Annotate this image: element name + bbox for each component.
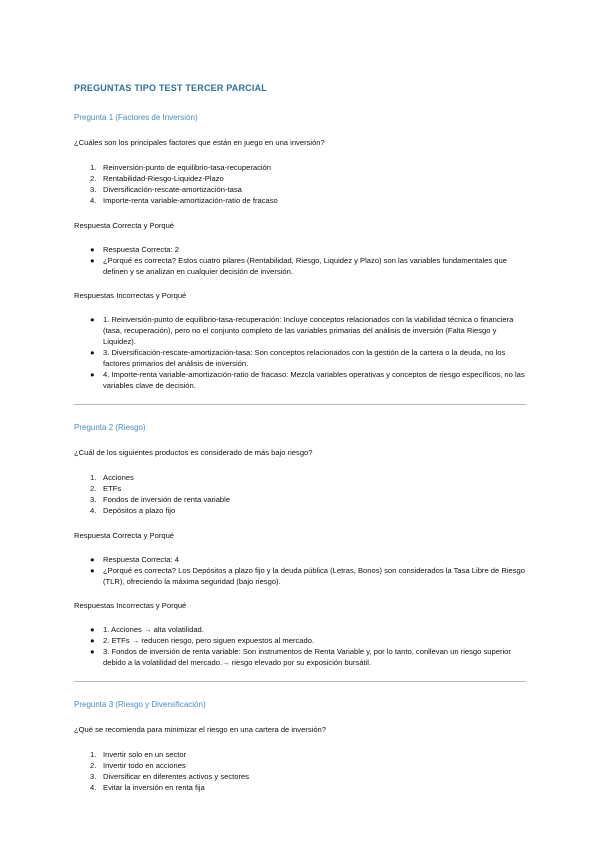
list-item: ● ¿Porqué es correcta? Los Depósitos a plazo fijo y la deuda pública (Letras, Bonos) son considerados la Tasa Libre de Riesgo (TLR), ofreciendo la máxima seguridad (bajo riesgo). <box>90 566 525 586</box>
correct-answer-heading: Respuesta Correcta y Porqué <box>74 531 175 540</box>
list-item: ● Respuesta Correcta: 4 <box>90 555 179 564</box>
incorrect-answers-list <box>74 624 526 668</box>
question-3 <box>74 699 526 793</box>
list-item: ● 1. Reinversión-punto de equilibrio-tasa-recuperación: Incluye conceptos relacionados con la viabilidad técnica o financiera (tasa, recuperación), pero no el conjunto completo de las variables primarias del análisis de inversión (Falta Riesgo y Liquidez). <box>90 315 514 346</box>
options-list <box>74 749 526 793</box>
option-item: 1. Invertir solo en un sector <box>90 750 187 759</box>
option-item: 2. Rentabilidad-Riesgo-Liquidez-Plazo <box>90 174 224 183</box>
document-title: PREGUNTAS TIPO TEST TERCER PARCIAL <box>74 83 267 93</box>
option-item: 4. Depósitos a plazo fijo <box>90 506 176 515</box>
section-divider <box>74 681 526 682</box>
list-item: ● 4. Importe-renta variable-amortización-ratio de fracaso: Mezcla variables operativas y conceptos de riesgo específicos, no las variables clave de decisión. <box>90 370 525 390</box>
option-item: 1. Acciones <box>90 473 134 482</box>
correct-answer-heading: Respuesta Correcta y Porqué <box>74 221 175 230</box>
list-item: ● ¿Porqué es correcta? Estos cuatro pilares (Rentabilidad, Riesgo, Liquidez y Plazo) son las variables fundamentales que definen y se analizan en cualquier decisión de inversión. <box>90 256 507 276</box>
list-item: ● 3. Fondos de inversión de renta variable: Son instrumentos de Renta Variable y, por lo tanto, conllevan un riesgo superior debido a la volatilidad del mercado.→ riesgo elevado por su exposición bursátil. <box>90 647 511 667</box>
list-item: ● Respuesta Correcta: 2 <box>90 245 179 254</box>
correct-answer-list <box>74 244 526 277</box>
option-item: 3. Diversificar en diferentes activos y sectores <box>90 772 250 781</box>
question-heading: Pregunta 2 (Riesgo) <box>74 423 146 432</box>
question-text: ¿Cuál de los siguientes productos es considerado de más bajo riesgo? <box>74 448 313 457</box>
document-page <box>74 83 526 807</box>
incorrect-answers-list <box>74 314 526 391</box>
question-2 <box>74 422 526 668</box>
option-item: 2. Invertir todo en acciones <box>90 761 186 770</box>
options-list <box>74 472 526 516</box>
option-item: 1. Reinversión-punto de equilibrio-tasa-recuperación <box>90 163 272 172</box>
option-item: 3. Fondos de inversión de renta variable <box>90 495 231 504</box>
question-text: ¿Qué se recomienda para minimizar el riesgo en una cartera de inversión? <box>74 725 326 734</box>
option-item: 2. ETFs <box>90 484 122 493</box>
section-divider <box>74 404 526 405</box>
option-item: 3. Diversificación-rescate-amortización-tasa <box>90 185 242 194</box>
incorrect-answers-heading: Respuestas Incorrectas y Porqué <box>74 601 187 610</box>
option-item: 4. Evitar la inversión en renta fija <box>90 783 205 792</box>
question-heading: Pregunta 3 (Riesgo y Diversificación) <box>74 700 206 709</box>
list-item: ● 1. Acciones → alta volatilidad. <box>90 625 204 634</box>
list-item: ● 2. ETFs → reducen riesgo, pero siguen expuestos al mercado. <box>90 636 315 645</box>
list-item: ● 3. Diversificación-rescate-amortización-tasa: Son conceptos relacionados con la gestión de la cartera o la deuda, no los factores primarios del análisis de inversión. <box>90 348 506 368</box>
options-list <box>74 162 526 206</box>
correct-answer-list <box>74 554 526 587</box>
question-text: ¿Cuáles son los principales factores que están en juego en una inversión? <box>74 138 325 147</box>
question-heading: Pregunta 1 (Factores de Inversión) <box>74 113 198 122</box>
question-1 <box>74 112 526 391</box>
option-item: 4. Importe-renta variable-amortización-ratio de fracaso <box>90 196 278 205</box>
incorrect-answers-heading: Respuestas Incorrectas y Porqué <box>74 291 187 300</box>
